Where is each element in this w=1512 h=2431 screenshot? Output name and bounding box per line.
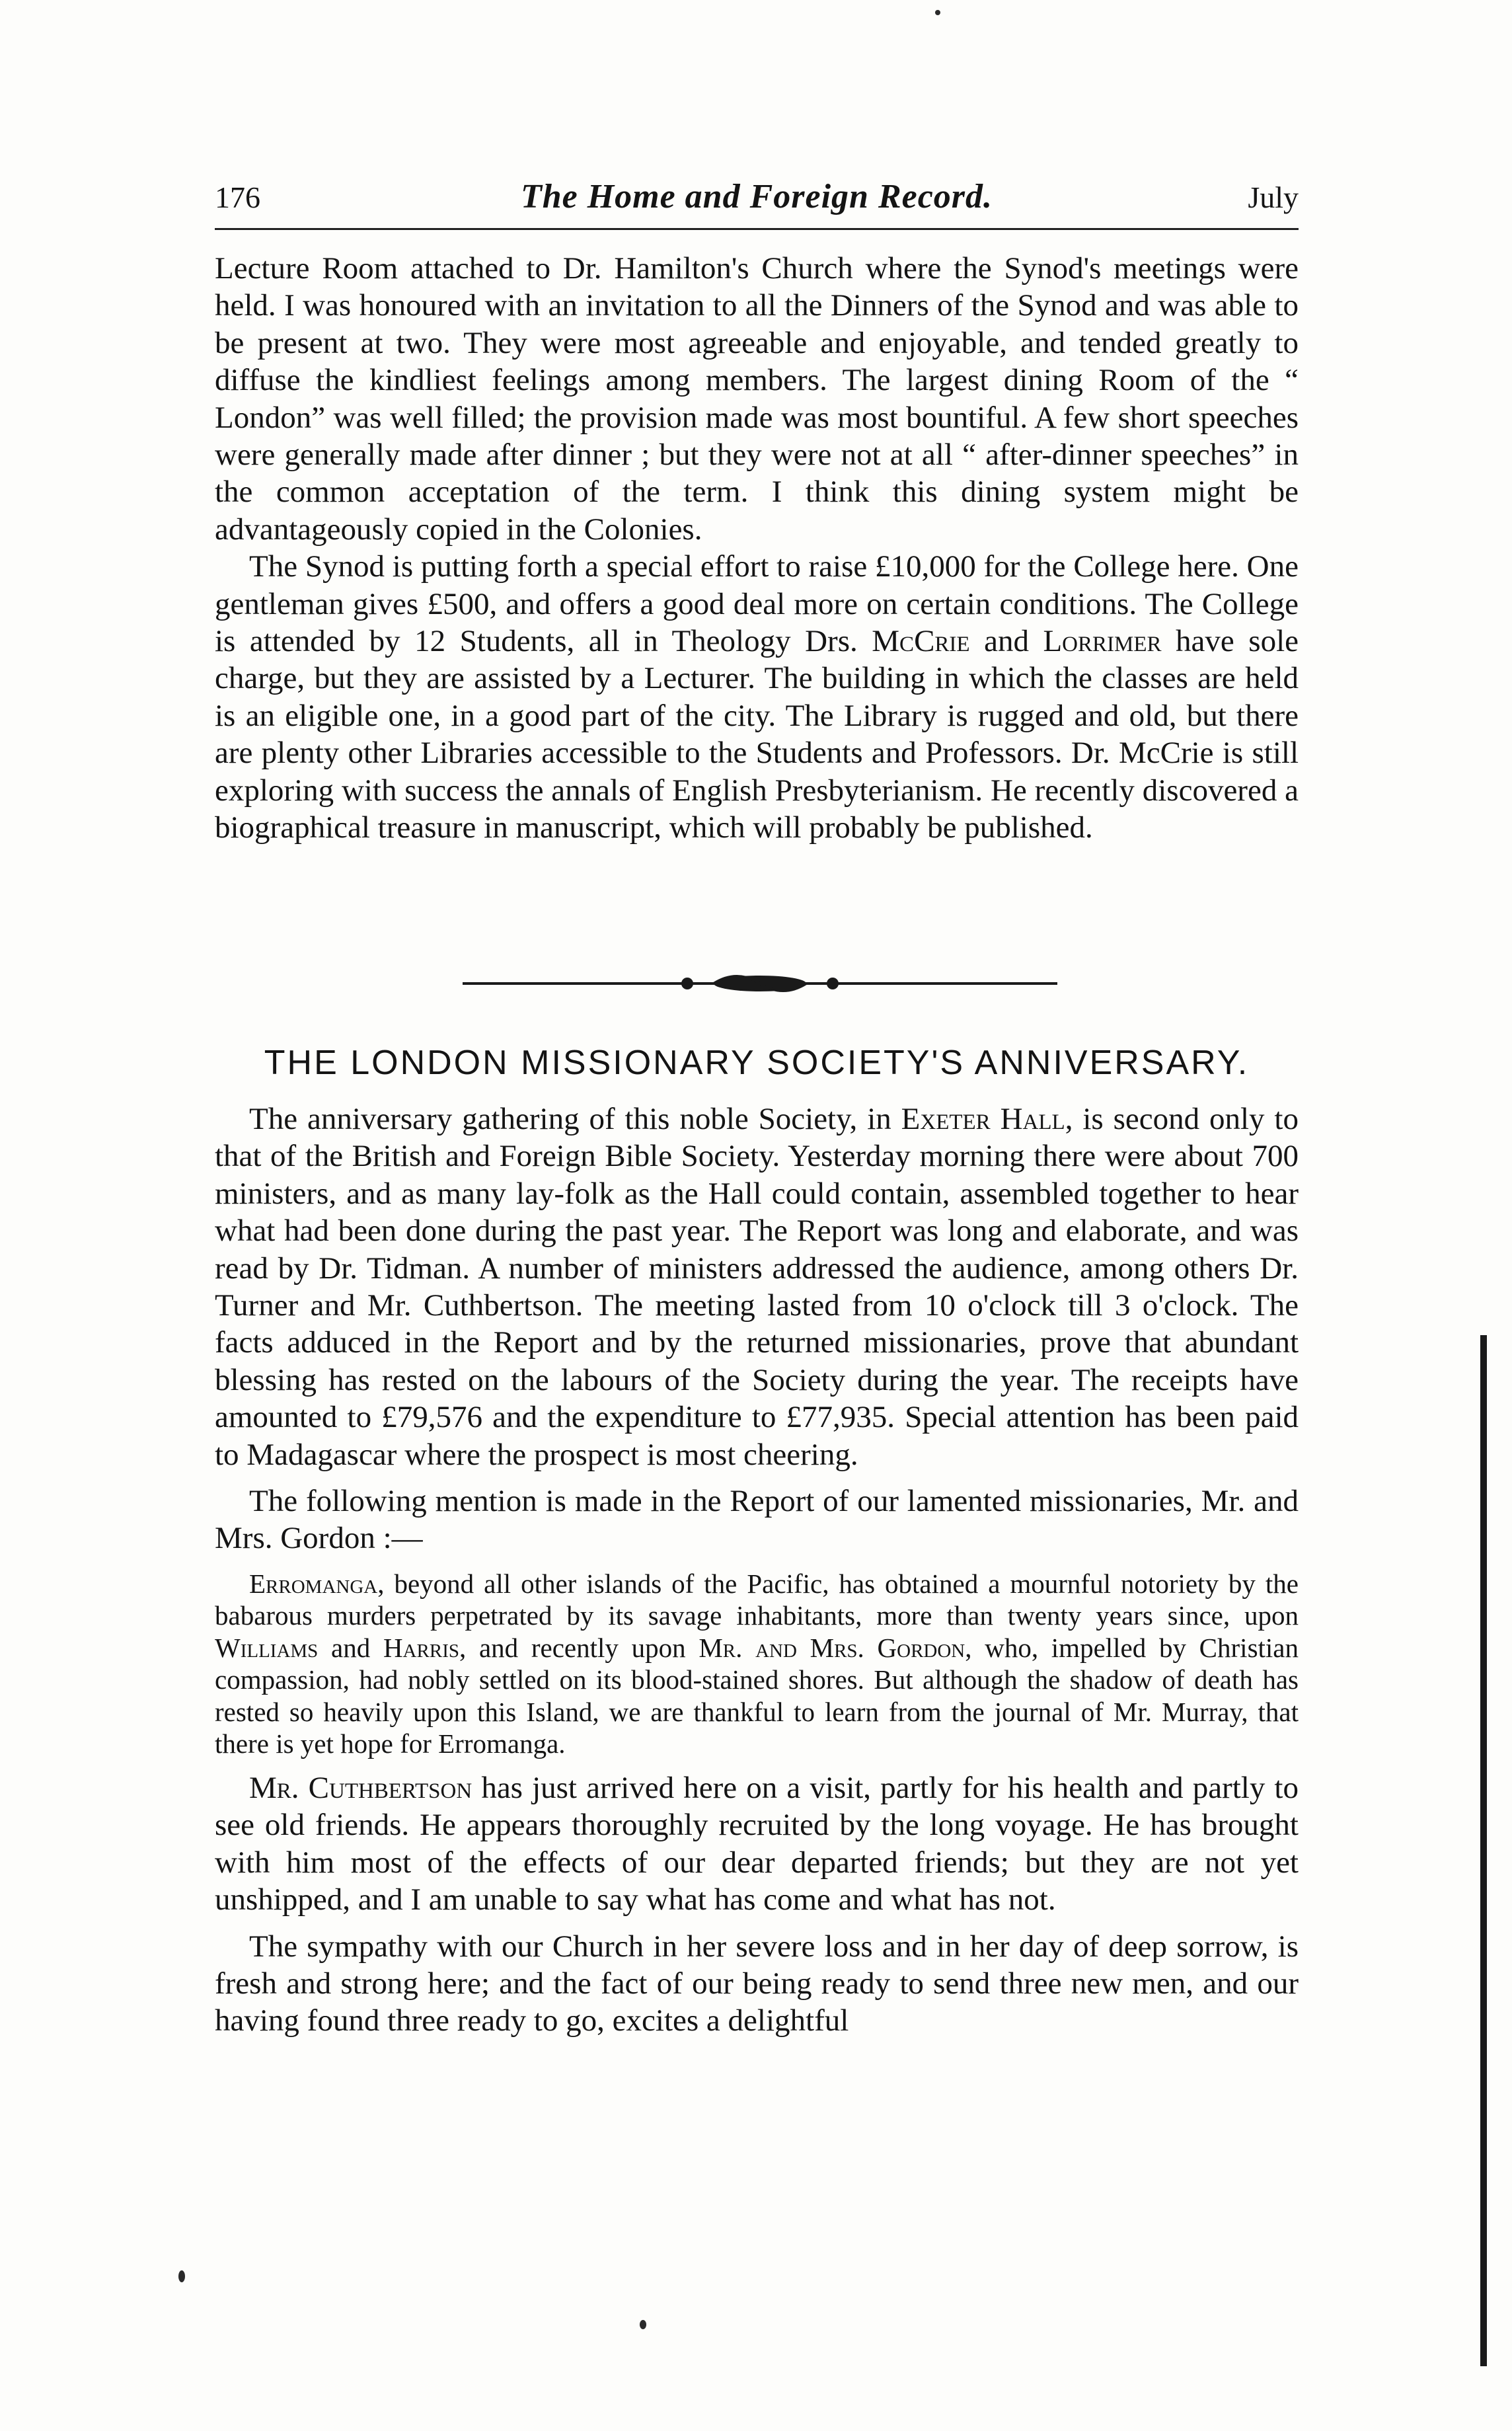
college-paragraph: The Synod is putting forth a special effort to raise £10,000 for the College here. One gentleman gives £500, and offers a good deal more on certain conditions. The College is attended by 12 Students, all in Theology Drs. McCrie and Lorrimer have sole charge, but they are assisted by a Lecturer. The building in which the classes are held is an eligible one, in a good part of the city. The Library is rugged and old, but there are plenty other Libraries accessible to the Students and Professors. Dr. McCrie is still exploring with success the annals of English Presbyterianism. He recently discovered a biographical treasure in manuscript, which will probably be published. [215, 549, 1299, 845]
mention-paragraph: The following mention is made in the Report of our lamented missionaries, Mr. and Mrs. Gordon :— [215, 1484, 1299, 1556]
section-synod [215, 250, 1299, 847]
erromanga: Erromanga [249, 1568, 378, 1599]
exeter-hall: Exeter Hall [901, 1102, 1065, 1136]
section-heading: THE LONDON MISSIONARY SOCIETY'S ANNIVERSARY. [264, 1044, 1250, 1082]
page-number: 176 [215, 180, 260, 214]
header-rule [215, 228, 1299, 230]
ornament-divider [463, 964, 1057, 1003]
issue-month: July [1248, 180, 1299, 214]
name-mccrie: McCrie [872, 624, 970, 659]
scan-speck [935, 10, 940, 15]
cuthbertson-name: Mr. Cuthbertson [249, 1770, 472, 1805]
section-anniversary [215, 1100, 1299, 2040]
scan-margin-edge [1480, 1335, 1487, 2366]
scan-speck [640, 2320, 646, 2329]
running-title: The Home and Foreign Record. [520, 178, 993, 215]
sympathy-paragraph: The sympathy with our Church in her severe loss and in her day of deep sorrow, is fresh and strong here; and the fact of our being ready to send three new men, and our having found three ready to go, excites a delightful [215, 1929, 1299, 2038]
report-quotation: Erromanga, beyond all other islands of the Pacific, has obtained a mournful notoriety by the babarous murders perpetrated by its savage inhabitants, more than twenty years since, upon Williams and Harris, and recently upon Mr. and Mrs. Gordon, who, impelled by Christian compassion, had nobly settled on its blood-stained shores. But although the shadow of death has rested so heavily upon this Island, we are thankful to learn from the journal of Mr. Murray, that there is yet hope for Erromanga. [215, 1568, 1299, 1759]
anniversary-paragraph: The anniversary gathering of this noble Society, in Exeter Hall, is second only to that of the British and Foreign Bible Society. Yesterday morning there were about 700 ministers, and as many lay-folk as the Hall could contain, assembled together to hear what had been done during the past year. The Report was long and elaborate, and was read by Dr. Tidman. A number of ministers addressed the audience, among others Dr. Turner and Mr. Cuthbertson. The meeting lasted from 10 o'clock till 3 o'clock. The facts adduced in the Report and by the returned missionaries, prove that abundant blessing has rested on the labours of the Society during the year. The receipts have amounted to £79,576 and the expenditure to £77,935. Special attention has been paid to Madagascar where the prospect is most cheering. [215, 1102, 1299, 1472]
dinner-paragraph: Lecture Room attached to Dr. Hamilton's Church where the Synod's meetings were held. I was honoured with an invitation to all the Dinners of the Synod and was able to be present at two. They were most agreeable and enjoyable, and tended greatly to diffuse the kindliest feelings among members. The largest dining Room of the “ London” was well filled; the provision made was most bountiful. A few short speeches were generally made after dinner ; but they were not at all “ after-dinner speeches” in the common acceptation of the term. I think this dining system might be advantageously copied in the Colonies. [215, 251, 1299, 547]
name-lorrimer: Lorrimer [1043, 624, 1162, 659]
cuthbertson-paragraph: Mr. Cuthbertson has just arrived here on a visit, partly for his health and partly to see old friends. He appears thoroughly recruited by the long voyage. He has brought with him most of the effects of our dear departed friends; but they are not yet unshipped, and I am unable to say what has come and what has not. [215, 1770, 1299, 1917]
scan-speck [178, 2270, 185, 2282]
page-header [215, 180, 1299, 222]
